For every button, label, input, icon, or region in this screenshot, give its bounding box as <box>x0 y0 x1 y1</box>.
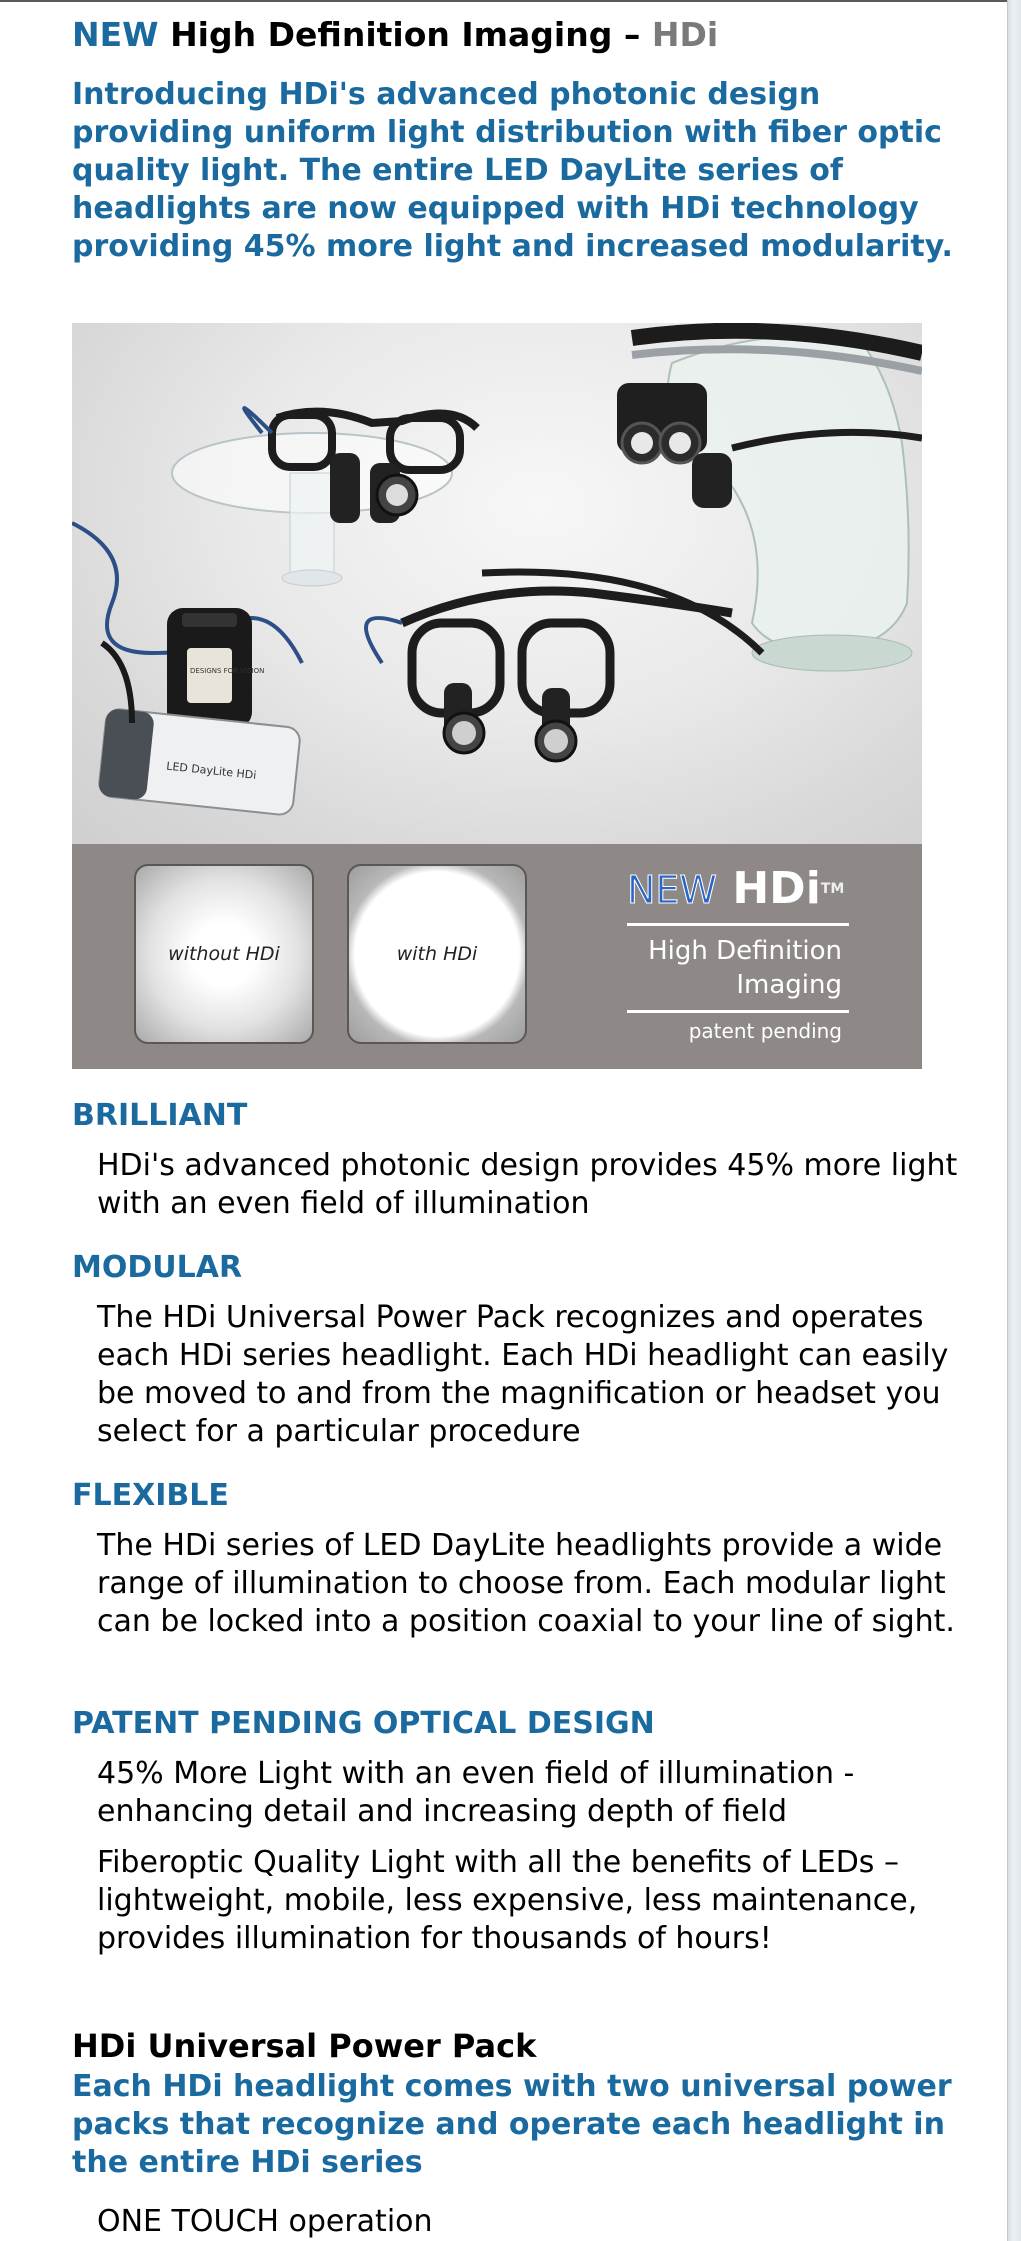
hdi-brand-logo <box>627 862 887 1043</box>
title-new: NEW <box>72 15 159 54</box>
paragraph-brilliant: HDi's advanced photonic design provides 45% more light with an even field of illumination <box>97 1148 958 1221</box>
page-title <box>72 14 718 56</box>
title-main: High Definition Imaging – <box>170 15 641 54</box>
scrollbar[interactable] <box>1007 0 1021 2241</box>
heading-modular: MODULAR <box>72 1250 243 1285</box>
product-photo-illustration <box>72 323 922 844</box>
pack-label-text: LED DayLite HDi <box>165 759 257 782</box>
hdi-banner <box>72 844 922 1069</box>
intro-text: Introducing HDi's advanced photonic design providing uniform light distribution with fiber optic quality light. The entire LED DayLite series of headlights are now equipped with HDi technology providing 45% more light and increased modularity. <box>72 77 953 264</box>
paragraph-flexible: The HDi series of LED DayLite headlights provide a wide range of illumination to choose from. Each modular light can be locked into a position coaxial to your line of sight. <box>97 1528 955 1639</box>
heading-brilliant: BRILLIANT <box>72 1098 248 1133</box>
heading-flexible: FLEXIBLE <box>72 1478 229 1513</box>
brand-new: NEW <box>627 868 718 912</box>
brand-rule-top <box>627 923 849 926</box>
feature-one-touch: ONE TOUCH operation <box>97 2204 433 2239</box>
paragraph-fiberoptic: Fiberoptic Quality Light with all the benefits of LEDs – lightweight, mobile, less expensive, less maintenance, provides illumination for thousands of hours! <box>97 1845 918 1956</box>
power-pack-title: HDi Universal Power Pack <box>72 2027 537 2065</box>
pack-brand-text: DESIGNS FOR VISION <box>190 667 265 675</box>
brand-hdi: HDi <box>732 863 821 914</box>
brand-tm: TM <box>820 881 845 897</box>
with-hdi-swatch: with HDi <box>347 864 527 1044</box>
paragraph-more-light: 45% More Light with an even field of illumination - enhancing detail and increasing depth of field <box>97 1756 855 1829</box>
brand-patent: patent pending <box>688 1019 842 1043</box>
paragraph-modular: The HDi Universal Power Pack recognizes and operates each HDi series headlight. Each HDi headlight can easily be moved to and from the magnification or headset you select for a particular procedure <box>97 1300 949 1449</box>
heading-patent-pending: PATENT PENDING OPTICAL DESIGN <box>72 1706 655 1741</box>
power-pack-subtitle: Each HDi headlight comes with two universal power packs that recognize and operate each headlight in the entire HDi series <box>72 2069 952 2180</box>
top-border <box>0 0 1021 2</box>
brand-headline <box>627 862 887 917</box>
brand-line-1: High Definition <box>648 936 842 966</box>
hero-image <box>72 323 922 1069</box>
brand-rule-bottom <box>627 1010 849 1013</box>
brand-line-2: Imaging <box>736 970 842 1000</box>
product-photo <box>72 323 922 844</box>
without-hdi-swatch: without HDi <box>134 864 314 1044</box>
title-hdi: HDi <box>651 15 719 54</box>
